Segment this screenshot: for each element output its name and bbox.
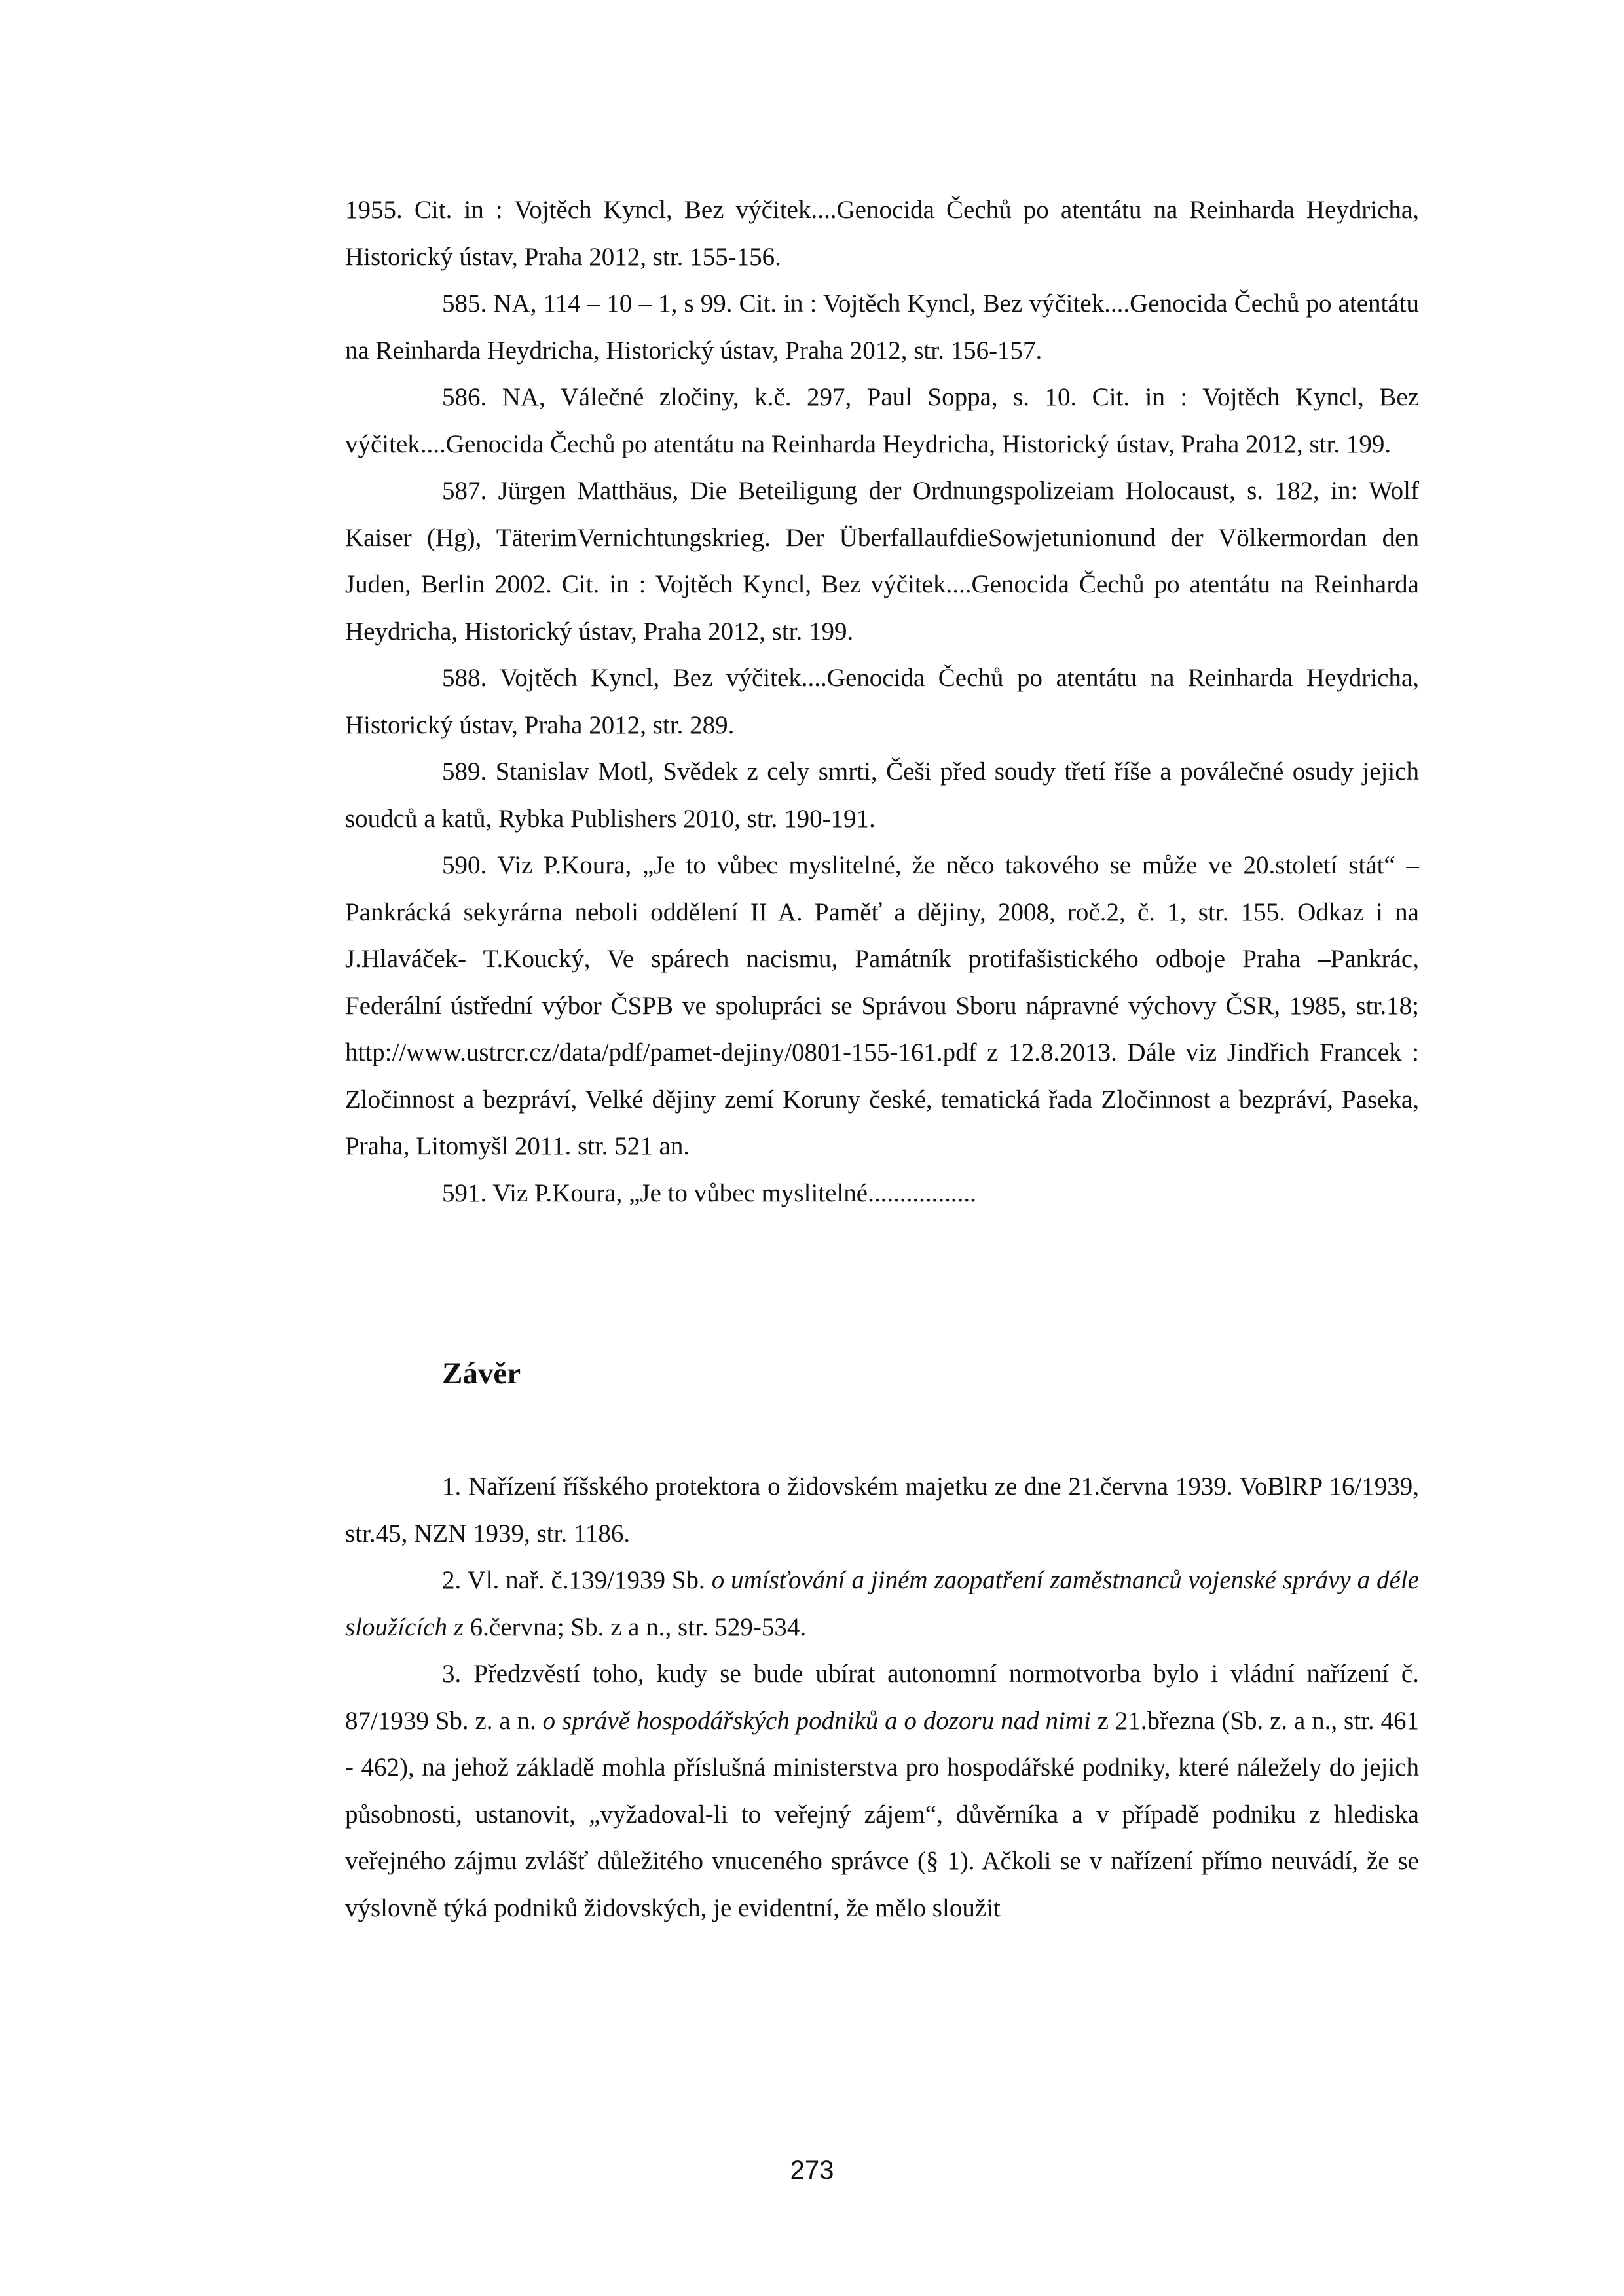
note-1: 1. Nařízení říšského protektora o židovském majetku ze dne 21.června 1939. VoBlRP 16/1939, str.45, NZN 1939, str. 1186. [345, 1472, 1419, 1548]
note-2-text: 2. Vl. nař. č.139/1939 Sb. [442, 1566, 712, 1594]
footnote-589: 589. Stanislav Motl, Svědek z cely smrti, Češi před soudy třetí říše a poválečné osudy jejich soudců a katů, Rybka Publishers 2010, str. 190-191. [345, 757, 1419, 833]
note-3-italic: o správě hospodářských podniků a o dozoru nad nimi [542, 1706, 1091, 1735]
footnote-585: 585. NA, 114 – 10 – 1, s 99. Cit. in : Vojtěch Kyncl, Bez výčitek....Genocida Čechů po atentátu na Reinharda Heydricha, Historický ústav, Praha 2012, str. 156-157. [345, 289, 1419, 365]
footnote-584-continuation: 1955. Cit. in : Vojtěch Kyncl, Bez výčitek....Genocida Čechů po atentátu na Reinharda Heydricha, Historický ústav, Praha 2012, str. 155-156. [345, 196, 1419, 271]
note-2-italic: o umísťování a jiném zaopatření zaměstnanců vojenské správy a déle sloužících z [345, 1566, 1419, 1641]
footnote-591: 591. Viz P.Koura, „Je to vůbec myslitelné................. [442, 1178, 976, 1207]
page-number: 273 [790, 2156, 834, 2185]
note-3-text: 3. Předzvěstí toho, kudy se bude ubírat autonomní normotvorba bylo i vládní nařízení č. 87/1939 Sb. z. a n. [345, 1660, 1419, 1735]
section-heading: Závěr [442, 1357, 521, 1391]
footnote-587: 587. Jürgen Matthäus, Die Beteiligung der Ordnungspolizeiam Holocaust, s. 182, in: Wolf Kaiser (Hg), TäterimVernichtungskrieg. Der ÜberfallaufdieSowjetunionund der Völkermordan den Juden, Berlin 2002. Cit. in : Vojtěch Kyncl, Bez výčitek....Genocida Čechů po atentátu na Reinharda Heydricha, Historický ústav, Praha 2012, str. 199. [345, 477, 1419, 646]
section-notes [345, 1463, 1419, 1931]
note-2-tail: 6.června; Sb. z a n., str. 529-534. [463, 1613, 807, 1641]
footnote-586: 586. NA, Válečné zločiny, k.č. 297, Paul Soppa, s. 10. Cit. in : Vojtěch Kyncl, Bez výčitek....Genocida Čechů po atentátu na Reinharda Heydricha, Historický ústav, Praha 2012, str. 199. [345, 383, 1419, 458]
note-2 [345, 1557, 1419, 1650]
note-3-tail: z 21.března (Sb. z. a n., str. 461 - 462), na jehož základě mohla příslušná ministerstva pro hospodářské podniky, které náležely do jejich působnosti, ustanovit, „vyžadoval-li to veřejný zájem“, důvěrníka a v případě podniku z hlediska veřejného zájmu zvlášť důležitého vnuceného správce (§ 1). Ačkoli se v nařízení přímo neuvádí, že se výslovně týká podniků židovských, je evidentní, že mělo sloužit [345, 1706, 1419, 1922]
note-3 [345, 1650, 1419, 1931]
footnote-590: 590. Viz P.Koura, „Je to vůbec myslitelné, že něco takového se může ve 20.století stát“ – Pankrácká sekyrárna neboli oddělení II A. Paměť a dějiny, 2008, roč.2, č. 1, str. 155. Odkaz i na J.Hlaváček- T.Koucký, Ve spárech nacismu, Památník protifašistického odboje Praha –Pankrác, Federální ústřední výbor ČSPB ve spolupráci se Správou Sboru nápravné výchovy ČSR, 1985, str.18; http://www.ustrcr.cz/data/pdf/pamet-dejiny/0801-155-161.pdf z 12.8.2013. Dále viz Jindřich Francek : Zločinnost a bezpráví, Velké dějiny zemí Koruny české, tematická řada Zločinnost a bezpráví, Paseka, Praha, Litomyšl 2011. str. 521 an. [345, 851, 1419, 1160]
footnote-588: 588. Vojtěch Kyncl, Bez výčitek....Genocida Čechů po atentátu na Reinharda Heydricha, Historický ústav, Praha 2012, str. 289. [345, 664, 1419, 739]
footnotes-block [345, 187, 1419, 1216]
